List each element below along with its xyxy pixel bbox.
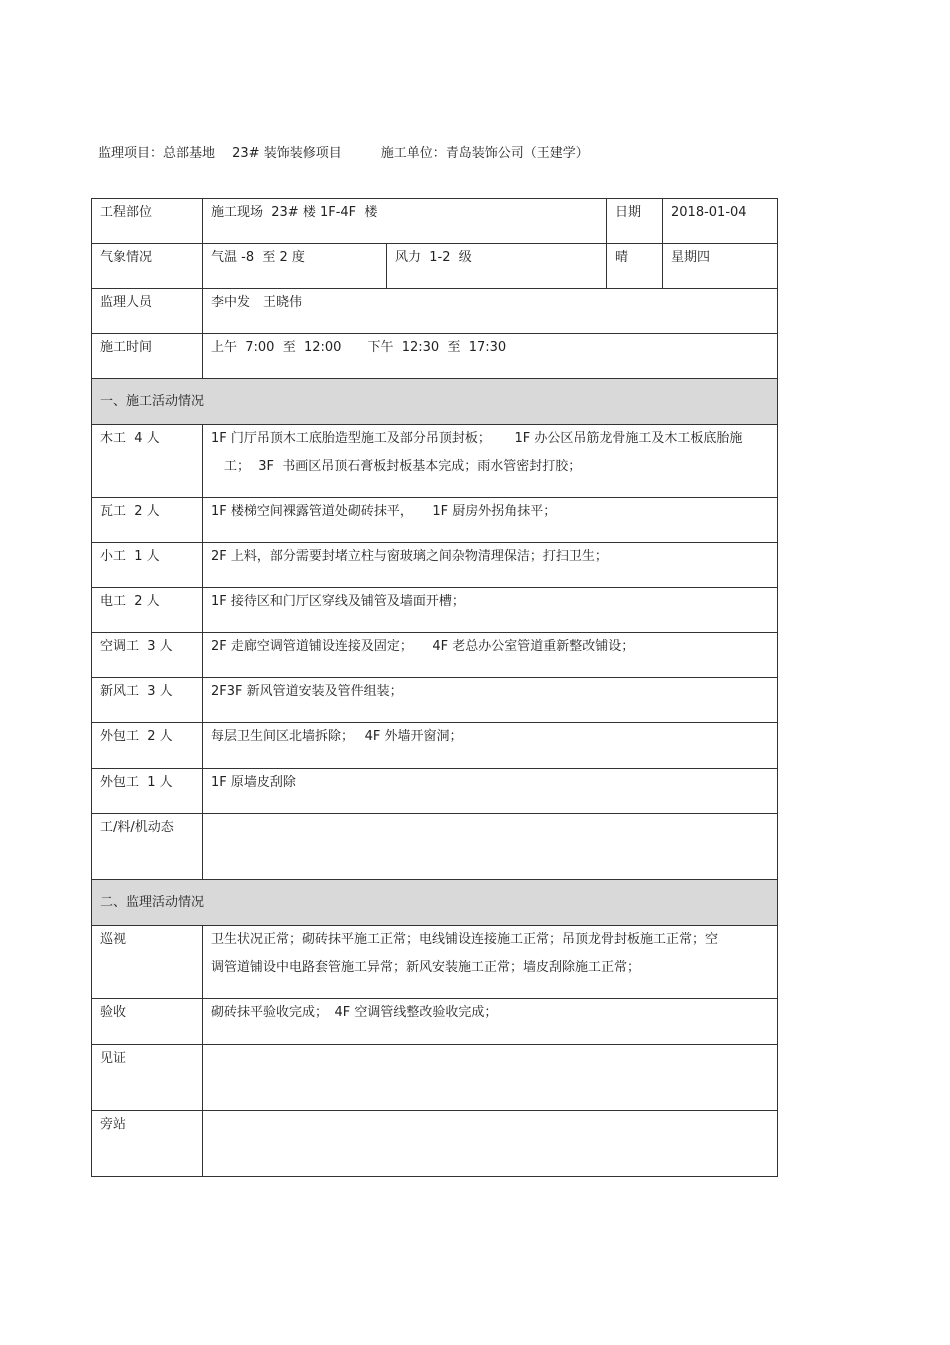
worker-row: [92, 769, 778, 814]
worker-detail: 2F 走廊空调管道铺设连接及固定； 4F 老总办公室管道重新整改铺设；: [203, 633, 778, 678]
date-value: 2018-01-04: [663, 199, 778, 244]
part-value: 施工现场 23# 楼 1F-4F 楼: [203, 199, 607, 244]
witness-value: [203, 1045, 778, 1111]
acceptance-label: 验收: [92, 999, 203, 1045]
date-label: 日期: [607, 199, 663, 244]
worker-label: 外包工 1 人: [92, 769, 203, 814]
row-witness: [92, 1045, 778, 1111]
row-time: [92, 334, 778, 379]
worker-row: [92, 633, 778, 678]
sky: 晴: [607, 244, 663, 289]
row-acceptance: [92, 999, 778, 1045]
row-dynamics: [92, 814, 778, 880]
worker-detail: 1F 原墙皮刮除: [203, 769, 778, 814]
row-weather: [92, 244, 778, 289]
section-construction: [92, 379, 778, 425]
temperature: 气温 -8 至 2 度: [203, 244, 387, 289]
patrol-detail: [203, 926, 778, 999]
worker-detail-line: 工； 3F 书画区吊顶石膏板封板基本完成；雨水管密封打胶；: [224, 459, 582, 474]
time-label: 施工时间: [92, 334, 203, 379]
worker-label: 小工 1 人: [92, 543, 203, 588]
worker-detail: 每层卫生间区北墙拆除； 4F 外墙开窗洞；: [203, 723, 778, 769]
worker-detail: 2F3F 新风管道安装及管件组装；: [203, 678, 778, 723]
wind: 风力 1-2 级: [387, 244, 607, 289]
side-station-value: [203, 1111, 778, 1177]
supervision-log-table: [91, 198, 778, 1177]
worker-row: [92, 678, 778, 723]
section-supervision-title: 二、监理活动情况: [92, 880, 778, 926]
worker-detail: 1F 接待区和门厅区穿线及铺管及墙面开槽；: [203, 588, 778, 633]
worker-label: 新风工 3 人: [92, 678, 203, 723]
staff-value: 李中发 王晓伟: [203, 289, 778, 334]
section-supervision: [92, 880, 778, 926]
worker-detail: 1F 楼梯空间裸露管道处砌砖抹平， 1F 厨房外拐角抹平；: [203, 498, 778, 543]
worker-row: [92, 723, 778, 769]
row-staff: [92, 289, 778, 334]
worker-detail: [203, 425, 778, 498]
staff-label: 监理人员: [92, 289, 203, 334]
part-label: 工程部位: [92, 199, 203, 244]
patrol-label: 巡视: [92, 926, 203, 999]
worker-detail-line: 1F 门厅吊顶木工底胎造型施工及部分吊顶封板； 1F 办公区吊筋龙骨施工及木工板底胎施: [211, 431, 743, 446]
worker-row: [92, 588, 778, 633]
weekday: 星期四: [663, 244, 778, 289]
time-value: 上午 7:00 至 12:00 下午 12:30 至 17:30: [203, 334, 778, 379]
worker-row: [92, 425, 778, 498]
witness-label: 见证: [92, 1045, 203, 1111]
worker-label: 木工 4 人: [92, 425, 203, 498]
worker-label: 电工 2 人: [92, 588, 203, 633]
side-station-label: 旁站: [92, 1111, 203, 1177]
worker-detail: 2F 上料，部分需要封堵立柱与窗玻璃之间杂物清理保洁；打扫卫生；: [203, 543, 778, 588]
worker-label: 瓦工 2 人: [92, 498, 203, 543]
row-patrol: [92, 926, 778, 999]
row-side-station: [92, 1111, 778, 1177]
weather-label: 气象情况: [92, 244, 203, 289]
worker-row: [92, 543, 778, 588]
section-construction-title: 一、施工活动情况: [92, 379, 778, 425]
project-header: 监理项目：总部基地 23# 装饰装修项目 施工单位：青岛装饰公司（王建学）: [98, 146, 589, 161]
worker-label: 外包工 2 人: [92, 723, 203, 769]
dynamics-value: [203, 814, 778, 880]
worker-label: 空调工 3 人: [92, 633, 203, 678]
acceptance-value: 砌砖抹平验收完成； 4F 空调管线整改验收完成；: [203, 999, 778, 1045]
row-project-part: [92, 199, 778, 244]
dynamics-label: 工/料/机动态: [92, 814, 203, 880]
worker-row: [92, 498, 778, 543]
patrol-line: 调管道铺设中电路套管施工异常；新风安装施工正常；墙皮刮除施工正常；: [211, 960, 641, 975]
patrol-line: 卫生状况正常；砌砖抹平施工正常；电线铺设连接施工正常；吊顶龙骨封板施工正常；空: [211, 932, 719, 947]
